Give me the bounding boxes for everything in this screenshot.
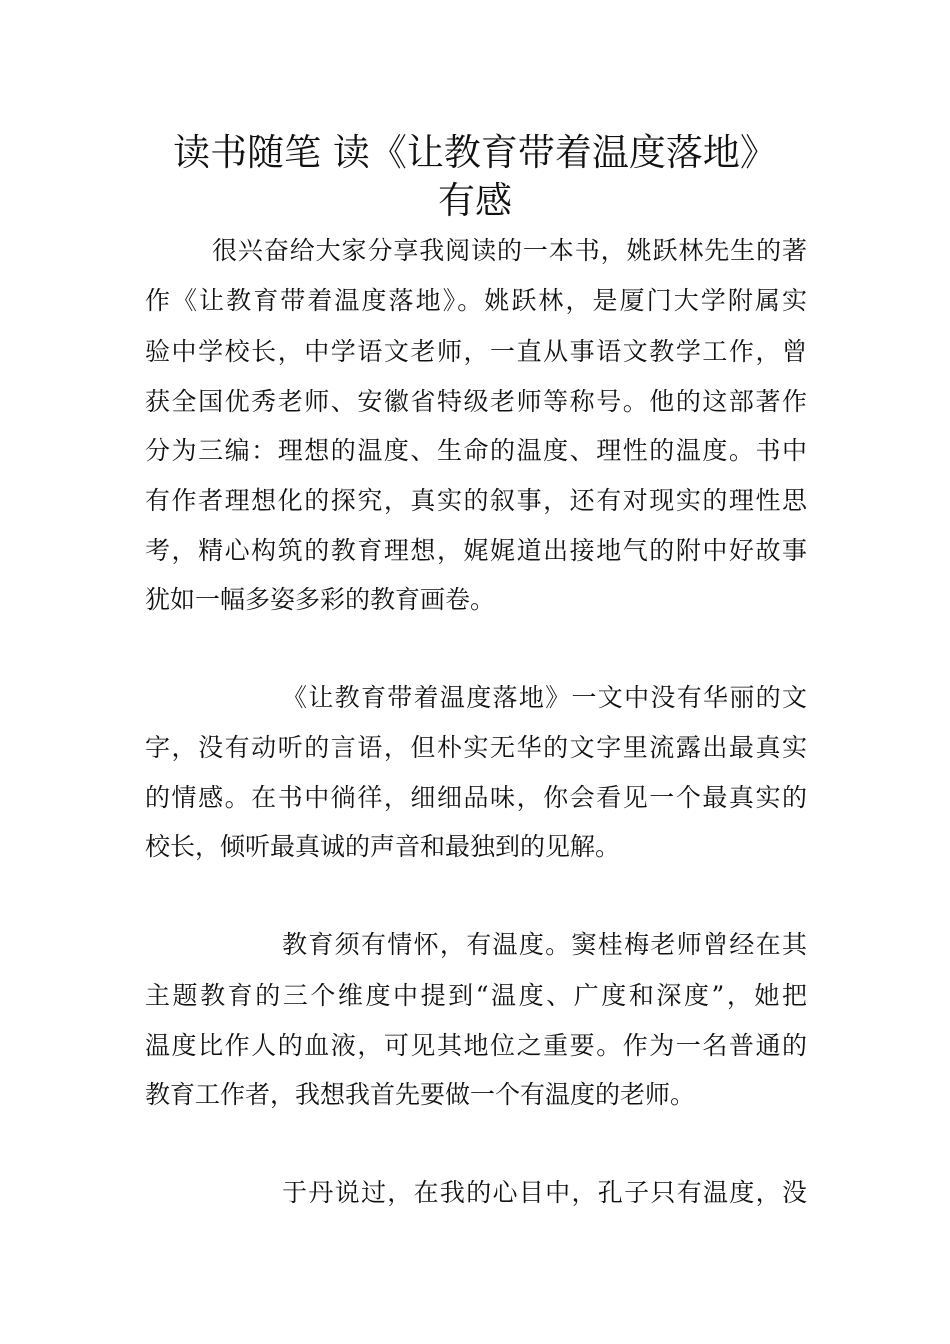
paragraph-1-line-2: 作《让教育带着温度落地》。姚跃林，是厦门大学附属实 [145,286,807,315]
paragraph-1-line-8: 犹如一幅多姿多彩的教育画卷。 [145,585,496,614]
paragraph-2-line-1: 《让教育带着温度落地》一文中没有华丽的文 [282,683,807,712]
paragraph-2-line-3: 的情感。在书中徜徉，细细品味，你会看见一个最真实的 [145,783,807,812]
paragraph-3-line-1: 教育须有情怀，有温度。窦桂梅老师曾经在其 [282,930,807,959]
document-title-line-2: 有感 [438,179,512,222]
paragraph-1-line-1: 很兴奋给大家分享我阅读的一本书，姚跃林先生的著 [212,236,807,265]
paragraph-1-line-6: 有作者理想化的探究，真实的叙事，还有对现实的理性思 [145,486,807,515]
paragraph-3-line-3: 温度比作人的血液，可见其地位之重要。作为一名普通的 [145,1031,807,1060]
paragraph-2-line-4: 校长，倾听最真诚的声音和最独到的见解。 [145,832,621,861]
paragraph-3-line-2: 主题教育的三个维度中提到“温度、广度和深度”，她把 [145,981,807,1010]
paragraph-1-line-4: 获全国优秀老师、安徽省特级老师等称号。他的这部著作 [145,387,807,416]
paragraph-1-line-3: 验中学校长，中学语文老师，一直从事语文教学工作，曾 [145,337,807,366]
paragraph-2-line-2: 字，没有动听的言语，但朴实无华的文字里流露出最真实 [145,733,807,762]
paragraph-1-line-5: 分为三编：理想的温度、生命的温度、理性的温度。书中 [145,436,807,465]
paragraph-1-line-7: 考，精心构筑的教育理想，娓娓道出接地气的附中好故事 [145,536,807,565]
paragraph-3-line-4: 教育工作者，我想我首先要做一个有温度的老师。 [145,1080,696,1109]
document-title-line-1: 读书随笔 读《让教育带着温度落地》 [173,131,777,174]
paragraph-4-line-1: 于丹说过，在我的心目中，孔子只有温度，没 [282,1178,807,1207]
